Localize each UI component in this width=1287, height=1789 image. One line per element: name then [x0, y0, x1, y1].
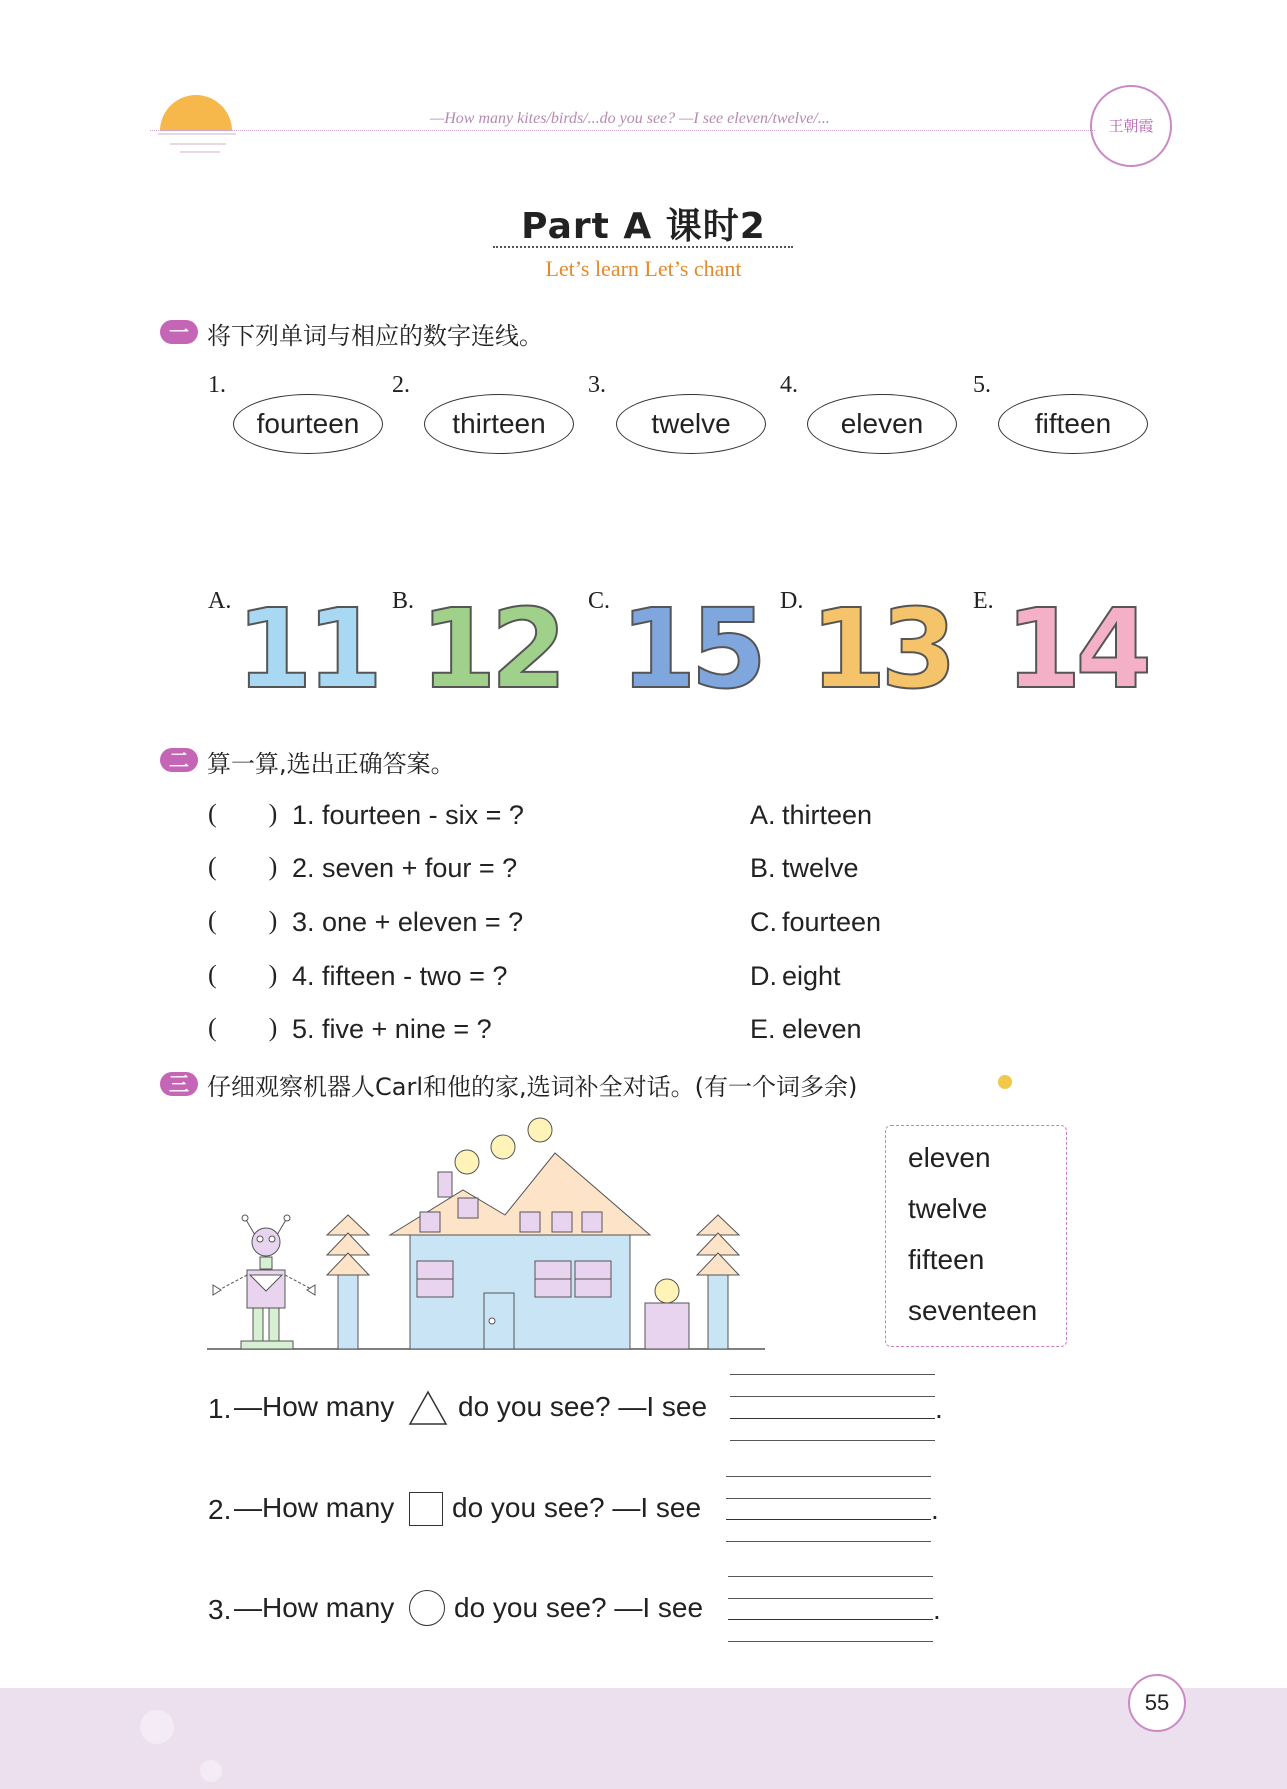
writing-line	[730, 1440, 935, 1441]
answer-line[interactable]	[726, 1519, 931, 1520]
option-letter: A.	[750, 800, 776, 830]
word-number: 2.	[392, 372, 410, 398]
option-letter: C.	[750, 907, 777, 937]
question-end: .	[933, 1594, 941, 1625]
title-underline	[493, 246, 793, 248]
question-text: do you see? —I see	[452, 1492, 702, 1523]
word-oval[interactable]: twelve	[616, 394, 766, 454]
word-box-item: fifteen	[908, 1244, 985, 1275]
section-instruction: 将下列单词与相应的数字连线。	[207, 322, 543, 350]
writing-line	[726, 1498, 931, 1499]
math-question: 1. fourteen - six = ?	[292, 800, 524, 830]
bulb-icon	[998, 1075, 1012, 1089]
number-letter: A.	[208, 588, 232, 614]
number-letter: E.	[973, 588, 994, 614]
word-box-item: twelve	[908, 1193, 988, 1224]
word-number: 1.	[208, 372, 226, 398]
footer-band	[0, 1688, 1287, 1789]
writing-line	[726, 1476, 931, 1477]
question-number: 3.	[208, 1594, 232, 1625]
word-box-item: seventeen	[908, 1295, 1038, 1326]
word-oval[interactable]: fifteen	[998, 394, 1148, 454]
section-instruction: 算一算,选出正确答案。	[207, 750, 455, 778]
question-text: do you see? —I see	[454, 1592, 704, 1623]
number-13[interactable]: 13	[810, 585, 952, 713]
answer-line[interactable]	[728, 1619, 933, 1620]
word-box	[885, 1125, 1067, 1347]
writing-line	[730, 1396, 935, 1397]
divider	[158, 133, 236, 135]
number-letter: C.	[588, 588, 611, 614]
math-question: 3. one + eleven = ?	[292, 907, 524, 937]
option-letter: E.	[750, 1014, 776, 1044]
answer-blank[interactable]: ( )	[208, 1013, 278, 1042]
question-text: —How many	[234, 1492, 395, 1523]
option-letter: B.	[750, 853, 776, 883]
section-badge: 二	[160, 748, 198, 772]
section-instruction: 仔细观察机器人Carl和他的家,选词补全对话。(有一个词多余)	[207, 1073, 858, 1101]
question-text: —How many	[234, 1391, 395, 1422]
answer-blank[interactable]: ( )	[208, 906, 278, 935]
question-text: —How many	[234, 1592, 395, 1623]
number-letter: B.	[392, 588, 415, 614]
publisher-seal-logo: 王朝霞	[1090, 85, 1172, 167]
question-number: 1.	[208, 1393, 232, 1424]
writing-line	[728, 1576, 933, 1577]
answer-blank[interactable]: ( )	[208, 960, 278, 989]
writing-line	[726, 1541, 931, 1542]
word-box-item: eleven	[908, 1142, 991, 1173]
option-text: thirteen	[782, 800, 873, 830]
math-question: 4. fifteen - two = ?	[292, 961, 508, 991]
question-number: 2.	[208, 1494, 232, 1525]
triangle-icon	[408, 1390, 448, 1426]
number-12[interactable]: 12	[420, 585, 562, 713]
number-15[interactable]: 15	[620, 585, 762, 713]
question-end: .	[935, 1393, 943, 1424]
header-text: —How many kites/birds/...do you see? —I see eleven/twelve/...	[430, 110, 830, 127]
number-letter: D.	[780, 588, 804, 614]
answer-line[interactable]	[730, 1418, 935, 1419]
word-number: 5.	[973, 372, 991, 398]
number-14[interactable]: 14	[1005, 585, 1147, 713]
word-oval[interactable]: eleven	[807, 394, 957, 454]
page-title: Part A 课时2	[521, 206, 766, 247]
decor-bubble	[200, 1760, 222, 1782]
answer-blank[interactable]: ( )	[208, 852, 278, 881]
section-badge: 一	[160, 320, 198, 344]
word-oval[interactable]: thirteen	[424, 394, 574, 454]
divider	[170, 143, 226, 145]
answer-blank[interactable]: ( )	[208, 799, 278, 828]
sun-icon	[160, 95, 232, 131]
decor-bubble	[140, 1710, 174, 1744]
word-oval[interactable]: fourteen	[233, 394, 383, 454]
section-badge: 三	[160, 1072, 198, 1096]
question-text: do you see? —I see	[458, 1391, 708, 1422]
writing-line	[730, 1374, 935, 1375]
math-question: 2. seven + four = ?	[292, 853, 518, 883]
divider	[180, 151, 220, 153]
page-subtitle: Let’s learn Let’s chant	[545, 256, 742, 281]
robot-house-illustration	[205, 1115, 775, 1355]
option-letter: D.	[750, 961, 777, 991]
option-text: eleven	[782, 1014, 862, 1044]
option-text: fourteen	[782, 907, 882, 937]
question-end: .	[931, 1494, 939, 1525]
word-number: 4.	[780, 372, 798, 398]
circle-icon	[409, 1590, 445, 1626]
option-text: eight	[782, 961, 841, 991]
number-11[interactable]: 11	[236, 585, 378, 713]
writing-line	[728, 1598, 933, 1599]
math-question: 5. five + nine = ?	[292, 1014, 492, 1044]
header-divider	[150, 130, 1095, 131]
square-icon	[409, 1492, 443, 1526]
writing-line	[728, 1641, 933, 1642]
option-text: twelve	[782, 853, 859, 883]
page-number: 55	[1128, 1674, 1186, 1732]
word-number: 3.	[588, 372, 606, 398]
